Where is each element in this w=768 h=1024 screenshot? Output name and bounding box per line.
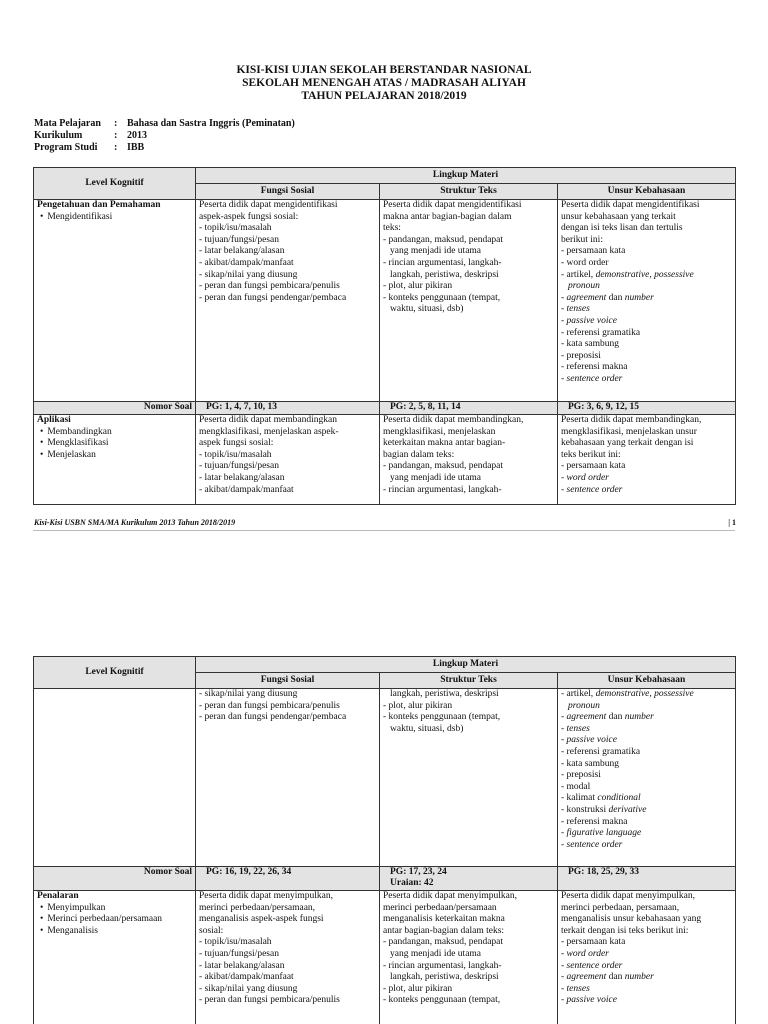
struktur-cell: Peserta didik dapat menyimpulkan, merinci perbedaan/persamaan menganalisis keterkaitan makna antar bagian-bagian dalam teks: - pandangan, maksud, pendapat yang menjadi ide utama - rincian argumentasi, langkah- langkah, peristiwa, deskripsi - plot, alur pikiran - konteks penggunaan (tempat, xyxy=(380,891,558,1024)
nomor-unsur: PG: 18, 25, 29, 33 xyxy=(558,867,736,891)
meta-row-program: Program Studi : IBB xyxy=(34,142,145,153)
unsur-cell: Peserta didik dapat menyimpulkan, merinci perbedaan, persamaan, menganalisis unsur kebahasaan yang terkait dengan isi teks berikut ini: - persamaan kata - word order - sentence order - agreement dan number - tenses - passive voice xyxy=(558,891,736,1024)
nomor-unsur: PG: 3, 6, 9, 12, 15 xyxy=(558,402,736,415)
unsur-cell: Peserta didik dapat mengidentifikasi unsur kebahasaan yang terkait dengan isi teks lisan dan tertulis berikut ini: - persamaan kata - word order - artikel, demonstrative, possessive pronoun - agreement dan number - tenses - passive voice - referensi gramatika - kata sambung - preposisi - referensi makna - sentence order xyxy=(558,200,736,402)
fungsi-cell: Peserta didik dapat mengidentifikasi aspek-aspek fungsi sosial: - topik/isu/masalah - tujuan/fungsi/pesan - latar belakang/alasan - akibat/dampak/manfaat - sikap/nilai yang diusung - peran dan fungsi pembicara/penulis - peran dan fungsi pendengar/pembaca xyxy=(196,200,380,402)
kisi-table-page-1 xyxy=(33,167,736,505)
fungsi-cell: Peserta didik dapat menyimpulkan, merinci perbedaan/persamaan, menganalisis aspek-aspek fungsi sosial: - topik/isu/masalah - tujuan/fungsi/pesan - latar belakang/alasan - akibat/dampak/manfaat - sikap/nilai yang diusung - peran dan fungsi pembicara/penulis xyxy=(196,891,380,1024)
header-fungsi-sosial: Fungsi Sosial xyxy=(196,673,380,689)
nomor-struktur: PG: 2, 5, 8, 11, 14 xyxy=(380,402,558,415)
header-struktur-teks: Struktur Teks xyxy=(380,184,558,200)
title-line-1: KISI-KISI UJIAN SEKOLAH BERSTANDAR NASIONAL xyxy=(236,64,532,76)
page-gap xyxy=(0,540,768,600)
meta-row-curriculum: Kurikulum : 2013 xyxy=(34,130,147,141)
fungsi-cell: Peserta didik dapat membandingkan mengklasifikasi, menjelaskan aspek- aspek fungsi sosial: - topik/isu/masalah - tujuan/fungsi/pesan - latar belakang/alasan - akibat/dampak/manfaat xyxy=(196,415,380,505)
nomor-soal-label: Nomor Soal xyxy=(34,402,196,415)
struktur-cell: langkah, peristiwa, deskripsi - plot, alur pikiran - konteks penggunaan (tempat, waktu, situasi, dsb) xyxy=(380,689,558,867)
page-2 xyxy=(0,600,768,1024)
struktur-cell: Peserta didik dapat mengidentifikasi makna antar bagian-bagian dalam teks: - pandangan, maksud, pendapat yang menjadi ide utama - rincian argumentasi, langkah- langkah, peristiwa, deskripsi - plot, alur pikiran - konteks penggunaan (tempat, waktu, situasi, dsb) xyxy=(380,200,558,402)
nomor-soal-label: Nomor Soal xyxy=(34,867,196,891)
header-lingkup-materi: Lingkup Materi xyxy=(196,657,736,673)
unsur-cell: Peserta didik dapat membandingkan, mengklasifikasi, menjelaskan unsur kebahasaan yang terkait dengan isi teks berikut ini: - persamaan kata - word order - sentence order xyxy=(558,415,736,505)
nomor-fungsi: PG: 1, 4, 7, 10, 13 xyxy=(196,402,380,415)
nomor-fungsi: PG: 16, 19, 22, 26, 34 xyxy=(196,867,380,891)
header-level-kognitif: Level Kognitif xyxy=(34,657,196,689)
title-line-3: TAHUN PELAJARAN 2018/2019 xyxy=(301,90,467,102)
level-cell: Pengetahuan dan Pemahaman • Mengidentifikasi xyxy=(34,200,196,402)
kisi-table-page-2 xyxy=(33,656,736,1024)
nomor-struktur: PG: 17, 23, 24 Uraian: 42 xyxy=(380,867,558,891)
unsur-cell: - artikel, demonstrative, possessive pronoun - agreement dan number - tenses - passive voice - referensi gramatika - kata sambung - preposisi - modal - kalimat conditional - konstruksi derivative - referensi makna - figurative language - sentence order xyxy=(558,689,736,867)
header-level-kognitif: Level Kognitif xyxy=(34,168,196,200)
level-cell: Aplikasi • Membandingkan • Mengklasifikasi • Menjelaskan xyxy=(34,415,196,505)
meta-row-subject: Mata Pelajaran : Bahasa dan Sastra Inggris (Peminatan) xyxy=(34,118,295,129)
header-unsur-kebahasaan: Unsur Kebahasaan xyxy=(558,184,736,200)
header-fungsi-sosial: Fungsi Sosial xyxy=(196,184,380,200)
footer xyxy=(34,518,736,527)
struktur-cell: Peserta didik dapat membandingkan, mengklasifikasi, menjelaskan keterkaitan makna antar bagian- bagian dalam teks: - pandangan, maksud, pendapat yang menjadi ide utama - rincian argumentasi, langkah- xyxy=(380,415,558,505)
footer-divider xyxy=(33,530,735,531)
title-line-2: SEKOLAH MENENGAH ATAS / MADRASAH ALIYAH xyxy=(242,77,526,89)
header-unsur-kebahasaan: Unsur Kebahasaan xyxy=(558,673,736,689)
level-cell: Penalaran • Menyimpulkan • Merinci perbedaan/persamaan • Menganalisis xyxy=(34,891,196,1024)
header-lingkup-materi: Lingkup Materi xyxy=(196,168,736,184)
nomor-soal-row xyxy=(34,402,736,415)
header-struktur-teks: Struktur Teks xyxy=(380,673,558,689)
meta-info xyxy=(34,118,295,154)
footer-text: Kisi-Kisi USBN SMA/MA Kurikulum 2013 Tahun 2018/2019 xyxy=(34,518,236,527)
level-cell-empty xyxy=(34,689,196,867)
nomor-soal-row xyxy=(34,867,736,891)
fungsi-cell: - sikap/nilai yang diusung - peran dan fungsi pembicara/penulis - peran dan fungsi pendengar/pembaca xyxy=(196,689,380,867)
page-number: | 1 xyxy=(728,518,736,527)
